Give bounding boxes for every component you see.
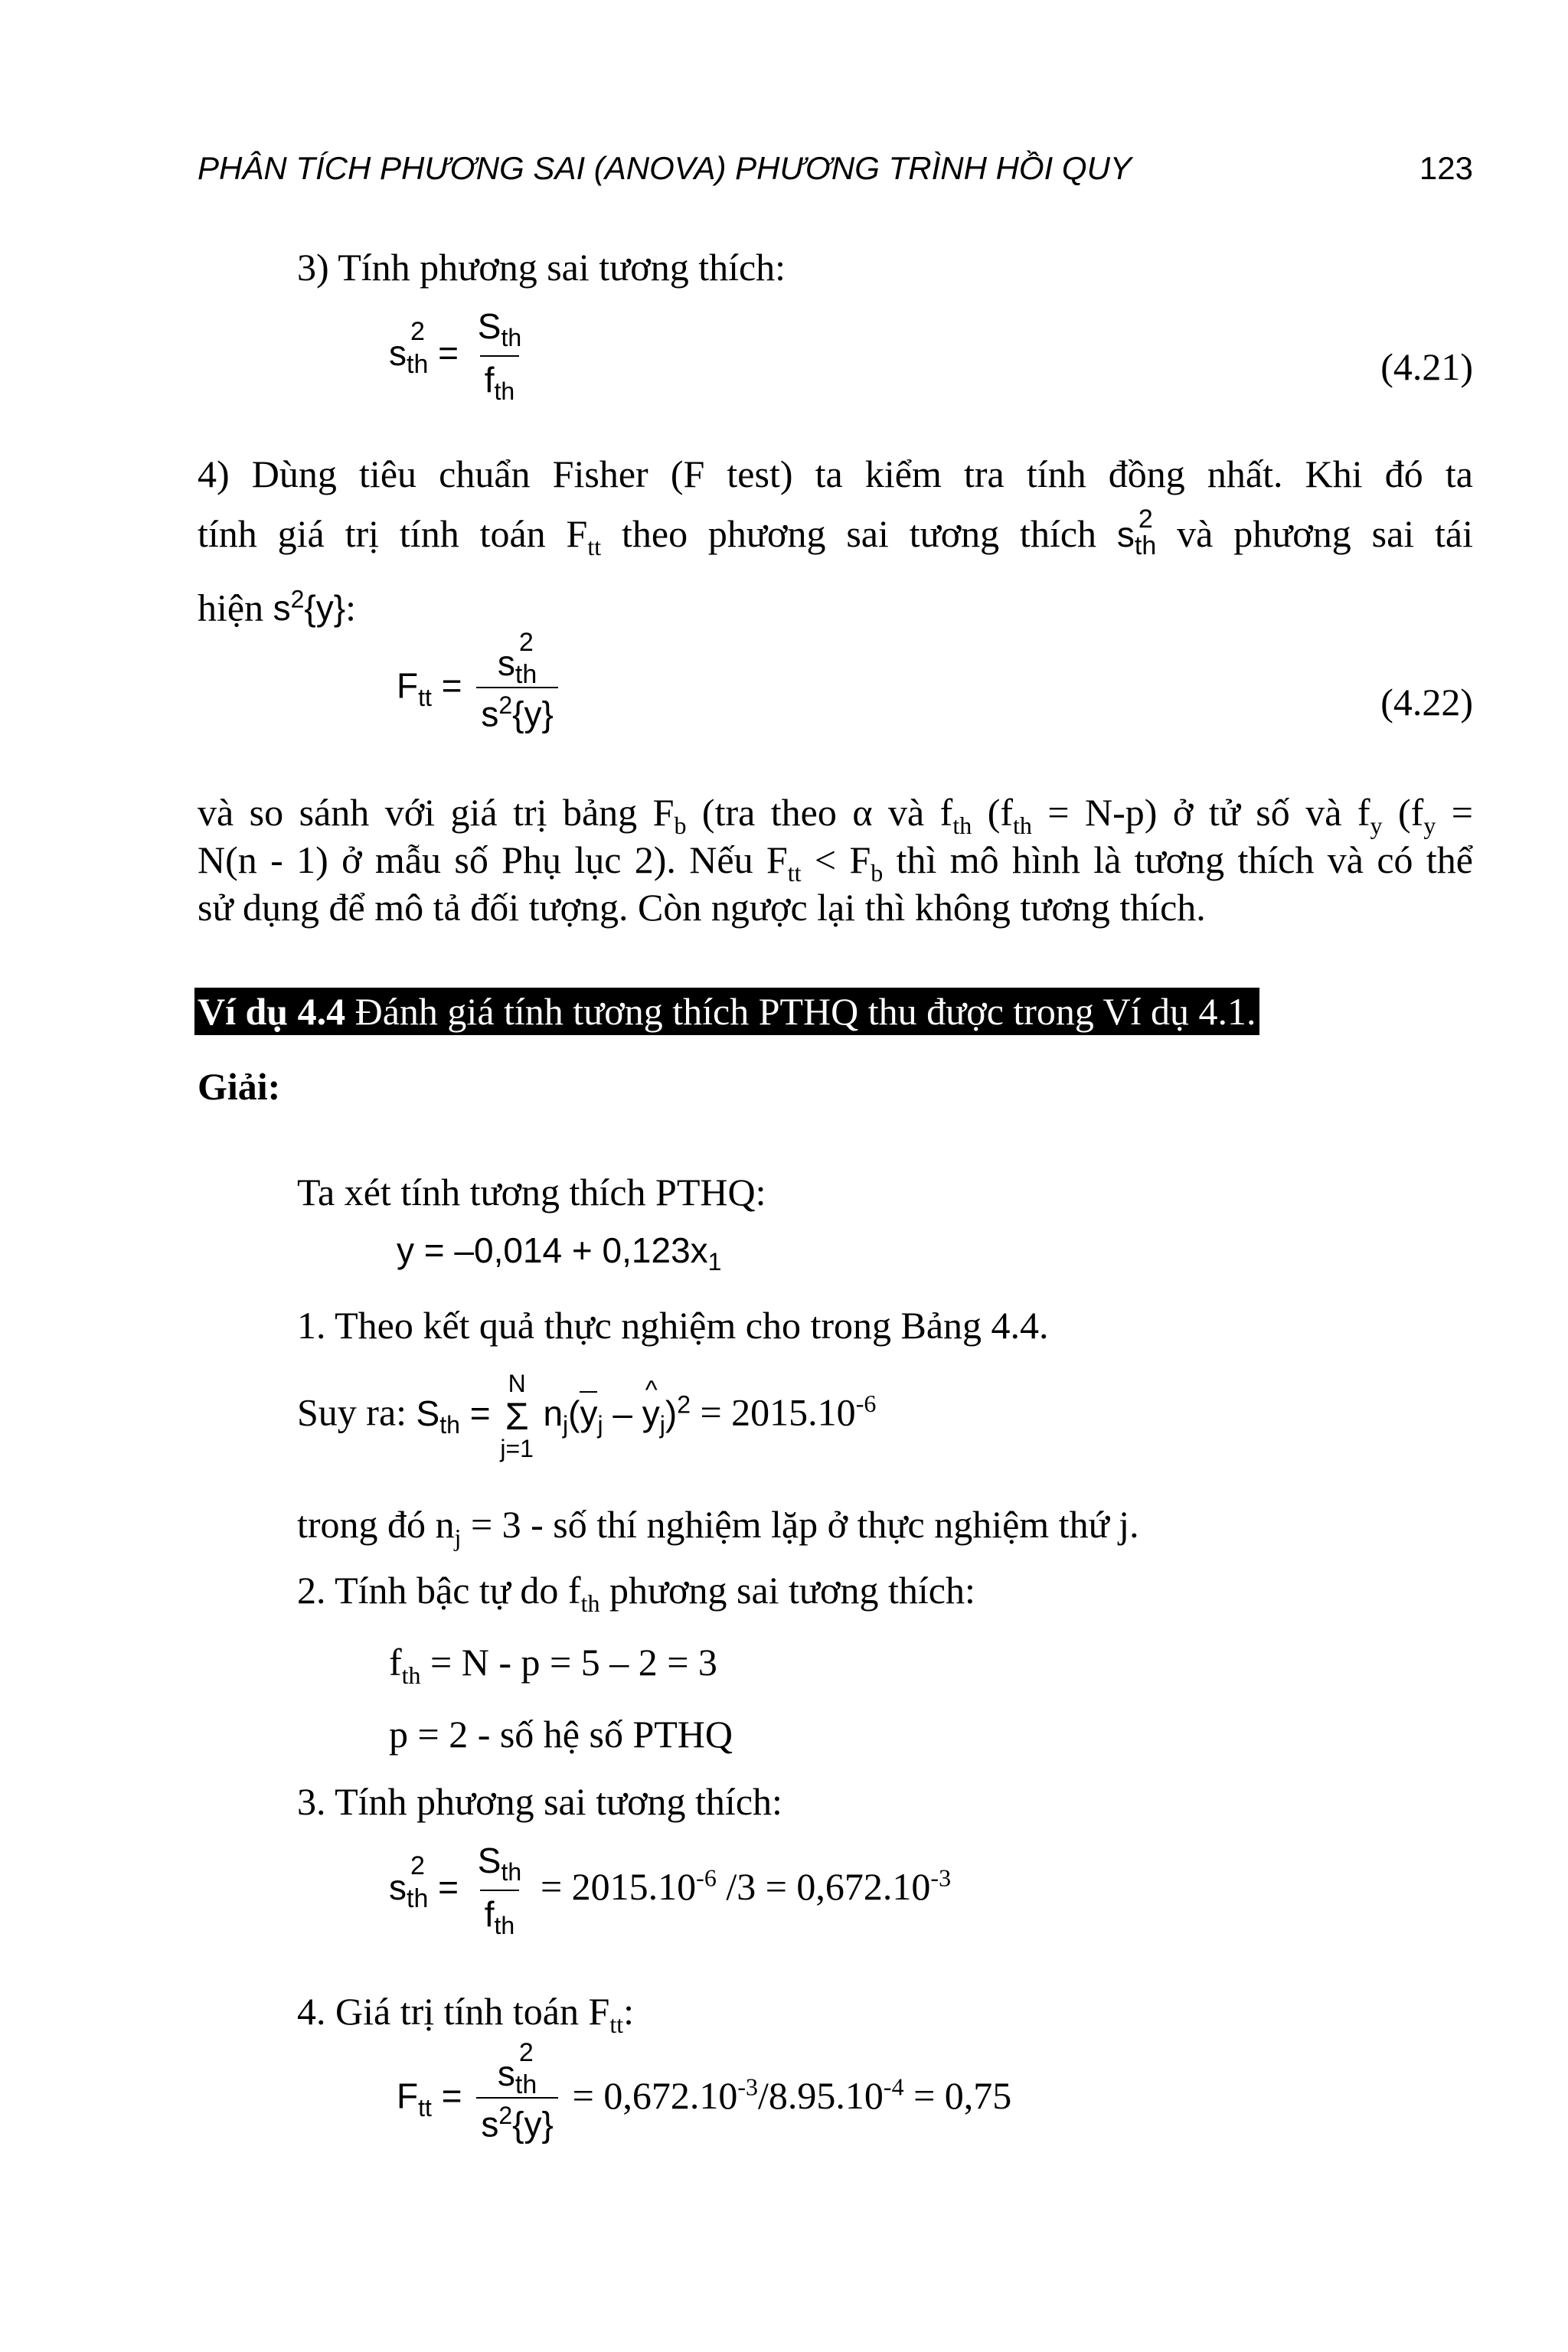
compare-line3: sử dụng để mô tả đối tượng. Còn ngược lại thì không tương thích.	[198, 886, 1206, 929]
step2-text: 2. Tính bậc tự do $f_{th}$ phương sai tương thích:	[297, 1569, 975, 1617]
compare-line1: và so sánh với giá trị bảng $F_b$ (tra theo α và $f_{th}$ $(f_{th} = N-p)$ ở tử số và $f_y$ ($f_y$ =	[198, 791, 1473, 839]
equation-number-4-21: (4.21)	[1380, 345, 1473, 388]
equation-number-4-22: (4.22)	[1380, 681, 1473, 724]
step4-equation: $F_{tt}$ = s 2 $_{th}$ $s^2\{y\}$ = $0,672.10^{-3}/8.95.10^{-4} = 0,75$	[397, 2038, 1012, 2145]
page-number: 123	[1419, 150, 1473, 186]
step4-line2: tính giá trị tính toán $F_{tt}$ theo phương sai tương thích s 2 $_{th}$ và phương sai tái	[198, 505, 1474, 560]
step3-label: 3) Tính phương sai tương thích:	[297, 246, 786, 289]
step1-text: 1. Theo kết quả thực nghiệm cho trong Bảng 4.4.	[297, 1304, 1049, 1347]
step4-text: 4. Giá trị tính toán $F_{tt}$:	[297, 1990, 634, 2038]
compare-line2: N(n - 1) ở mẫu số Phụ lục 2). Nếu $F_{tt} < F_b$ thì mô hình là tương thích và có thể	[198, 838, 1473, 887]
s-th-squared: s 2 $_{th}$	[389, 317, 429, 380]
step3-text: 3. Tính phương sai tương thích:	[297, 1780, 782, 1823]
step1-note: trong đó $n_j = 3$ - số thí nghiệm lặp ở thực nghiệm thứ j.	[297, 1503, 1139, 1551]
solution-heading: Giải:	[198, 1065, 281, 1108]
summation: N Σ j=1	[500, 1370, 534, 1463]
step1-equation: Suy ra: $S_{th}$ = N Σ j=1 $n_j(y_j$ – ^ $y_j)^2 = 2015.10^{-6}$	[297, 1370, 876, 1462]
fraction-sth-fth: $\frac{S_{th}}{f_{th}}$	[477, 306, 522, 406]
equation-4-21: s 2 $_{th}$ = $\frac{S_{th}}{f_{th}}$	[389, 306, 531, 406]
step2-eq2: p = 2 - số hệ số PTHQ	[389, 1713, 733, 1756]
solution-intro: Ta xét tính tương thích PTHQ:	[297, 1171, 766, 1214]
fraction-f-ratio: s 2 $_{th}$ $s^2\{y\}$	[476, 643, 558, 734]
equation-4-22: $F_{tt}$ = s 2 $_{th}$ $s^2\{y\}$	[397, 643, 563, 734]
example-heading: Ví dụ 4.4 Đánh giá tính tương thích PTHQ thu được trong Ví dụ 4.1.	[194, 988, 1259, 1035]
step2-eq1: $f_{th} = N - p = 5 - 2 = 3$	[389, 1641, 717, 1689]
step3-equation: s 2 $_{th}$ = $\frac{S_{th}}{f_{th}}$ = $2015.10^{-6}$ $/3 = 0,672.10^{-3}$	[389, 1841, 952, 1940]
running-header: PHÂN TÍCH PHƯƠNG SAI (ANOVA) PHƯƠNG TRÌNH HỒI QUY	[198, 150, 1132, 186]
example-label: Ví dụ 4.4	[198, 990, 346, 1033]
step4-line3: hiện $s^2\{y\}$:	[198, 586, 357, 629]
step4-line1: 4) Dùng tiêu chuẩn Fisher (F test) ta kiểm tra tính đồng nhất. Khi đó ta	[198, 452, 1473, 495]
regression-equation: $y = -0,014 + 0,123x_1$	[397, 1230, 722, 1276]
